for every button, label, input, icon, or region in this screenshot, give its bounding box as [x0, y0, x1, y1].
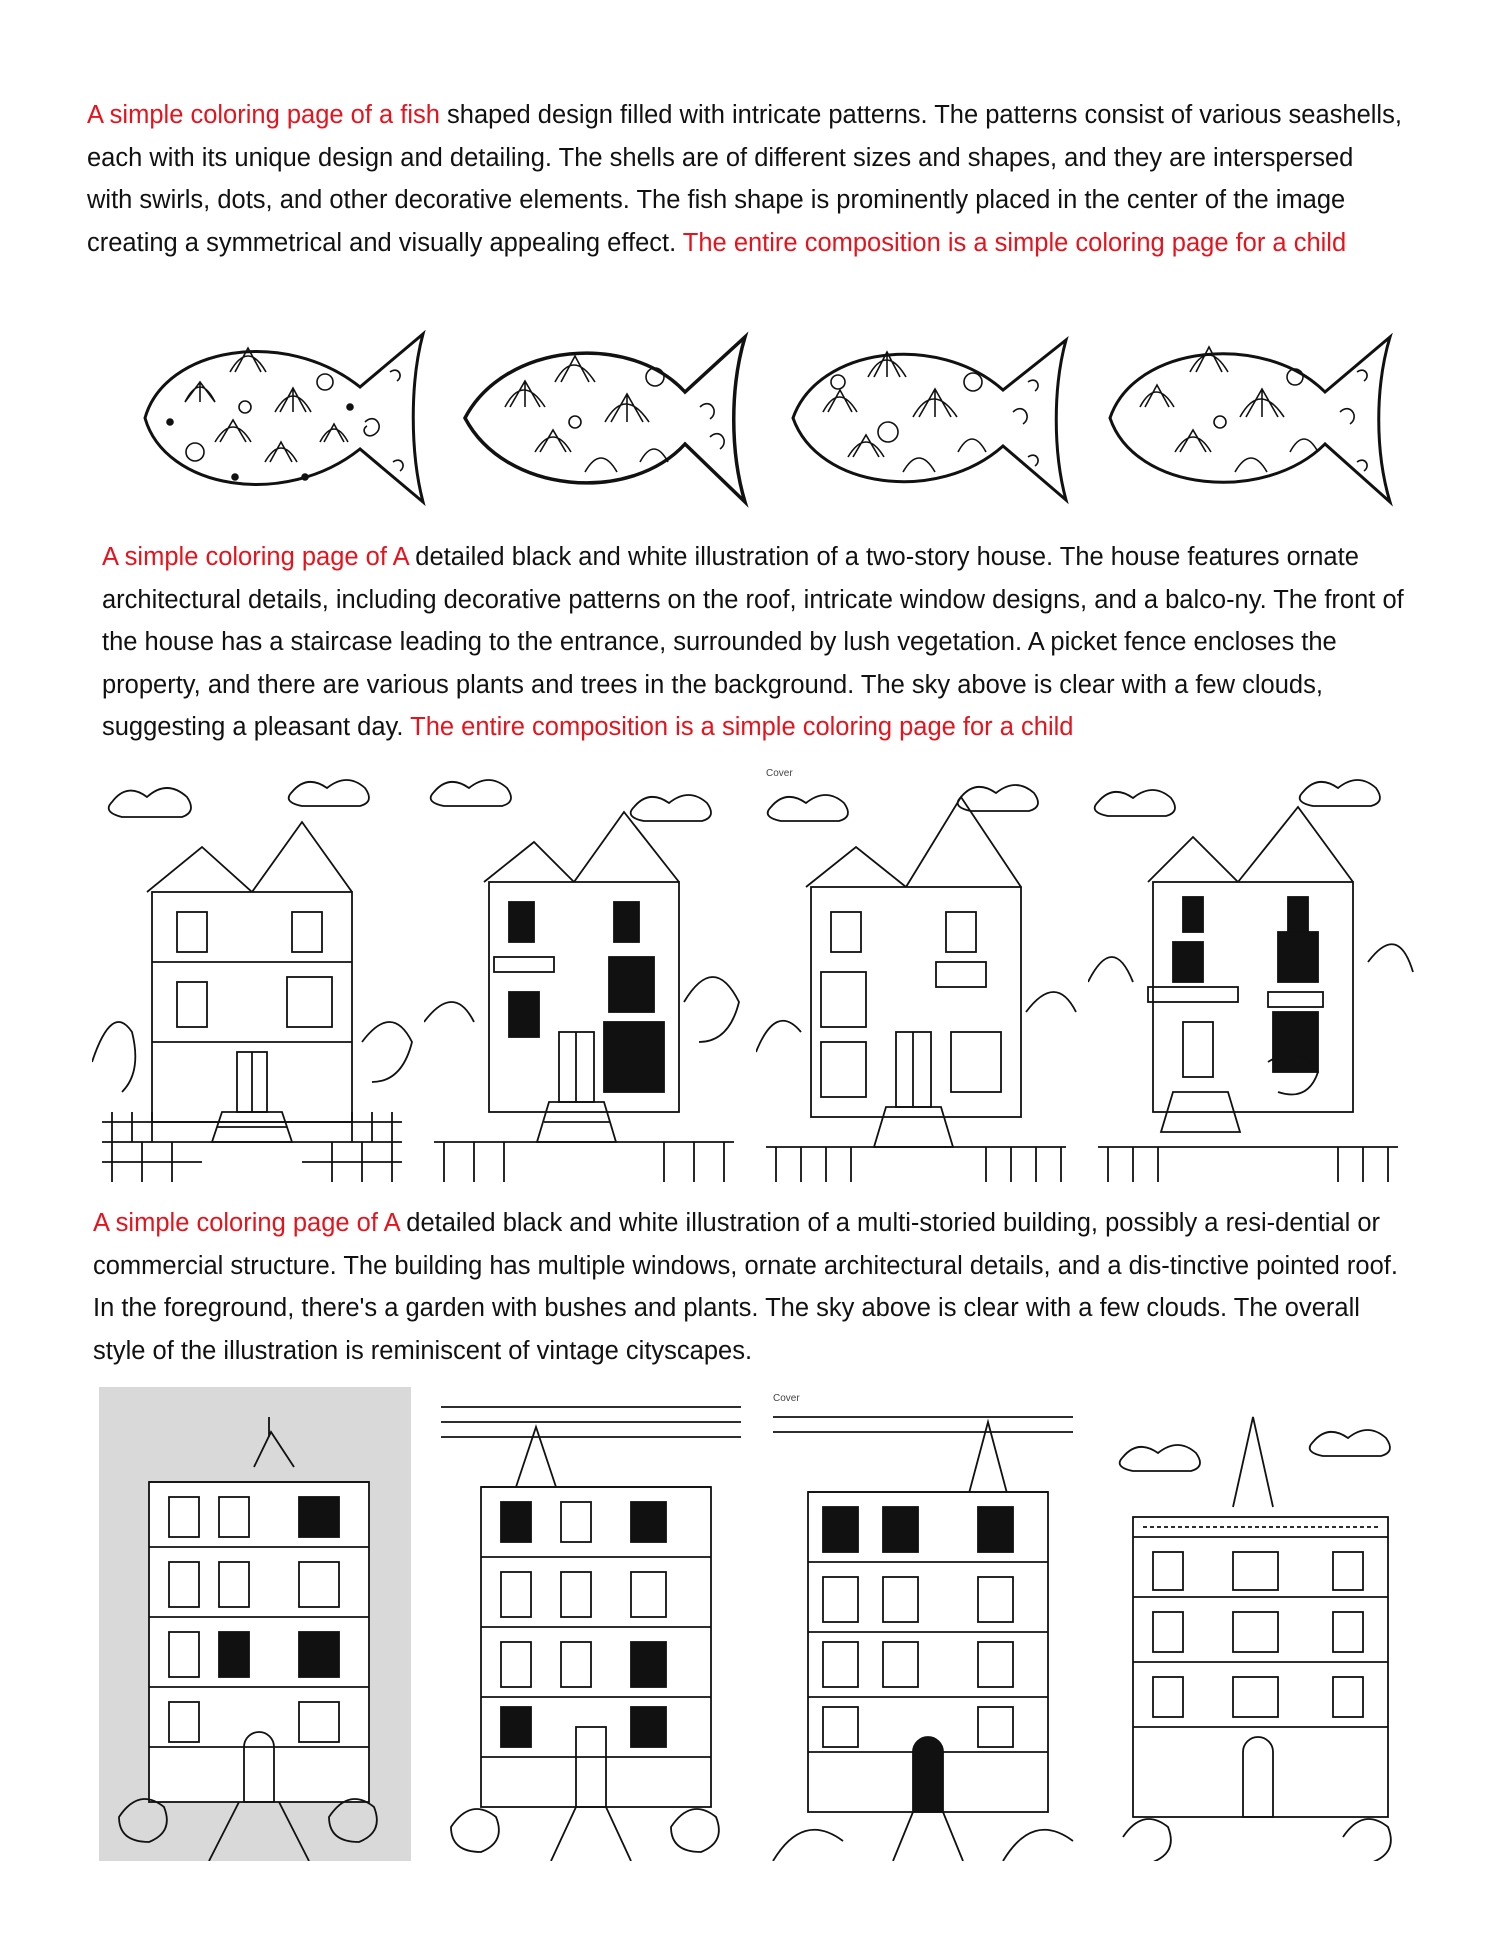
- fish-coloring-image: [455, 312, 773, 524]
- fish-prompt-prefix: A simple coloring page of a fish: [87, 101, 440, 129]
- house-coloring-image: [1088, 762, 1414, 1198]
- house-coloring-image: [424, 762, 746, 1198]
- house-prompt: [102, 536, 1407, 749]
- building-coloring-image: [431, 1387, 753, 1861]
- building-prompt-body: detailed black and white illustration of a multi-storied building, possibly a resi-dential or commercial structure. The building has multiple windows, ornate architectural details, and a dis-tinctive pointed roof. In the foreground, there's a garden with bushes and plants. The sky above is clear with a few clouds. The overall style of the illustration is reminiscent of vintage cityscapes.: [93, 1209, 1398, 1365]
- building-prompt-prefix: A simple coloring page of A: [93, 1209, 400, 1237]
- fish-coloring-image: [778, 312, 1090, 524]
- fish-prompt-suffix: The entire composition is a simple coloring page for a child: [682, 228, 1347, 257]
- building-coloring-image: [763, 1387, 1085, 1861]
- building-coloring-image: [1103, 1387, 1418, 1861]
- fish-coloring-image: [125, 312, 450, 524]
- house-prompt-prefix: A simple coloring page of A: [102, 543, 409, 571]
- house-prompt-suffix: The entire composition is a simple coloring page for a child: [410, 713, 1074, 741]
- house-coloring-image: [92, 762, 414, 1198]
- building-prompt: [93, 1202, 1413, 1372]
- fish-prompt-body: shaped design filled with intricate patterns. The patterns consist of various seashells, each with its unique design and detailing. The shells are of different sizes and shapes, and they are interspersed with swirls, dots, and other decorative elements. The fish shape is prominently placed in the center of the image creating a symmetrical and visually appealing effect.: [87, 101, 1402, 257]
- cover-label: Cover: [766, 768, 793, 779]
- house-prompt-body: detailed black and white illustration of a two-story house. The house features ornate architectural details, including decorative patterns on the roof, intricate window designs, and a balco-ny. The front of the house has a staircase leading to the entrance, surrounded by lush vegetation. A picket fence encloses the property, and there are various plants and trees in the background. The sky above is clear with a few clouds, suggesting a pleasant day.: [102, 543, 1404, 741]
- fish-prompt: [87, 94, 1402, 264]
- house-coloring-image: [756, 762, 1078, 1198]
- cover-label: Cover: [773, 1393, 800, 1404]
- fish-coloring-image: [1095, 312, 1415, 524]
- building-coloring-image: [99, 1387, 411, 1861]
